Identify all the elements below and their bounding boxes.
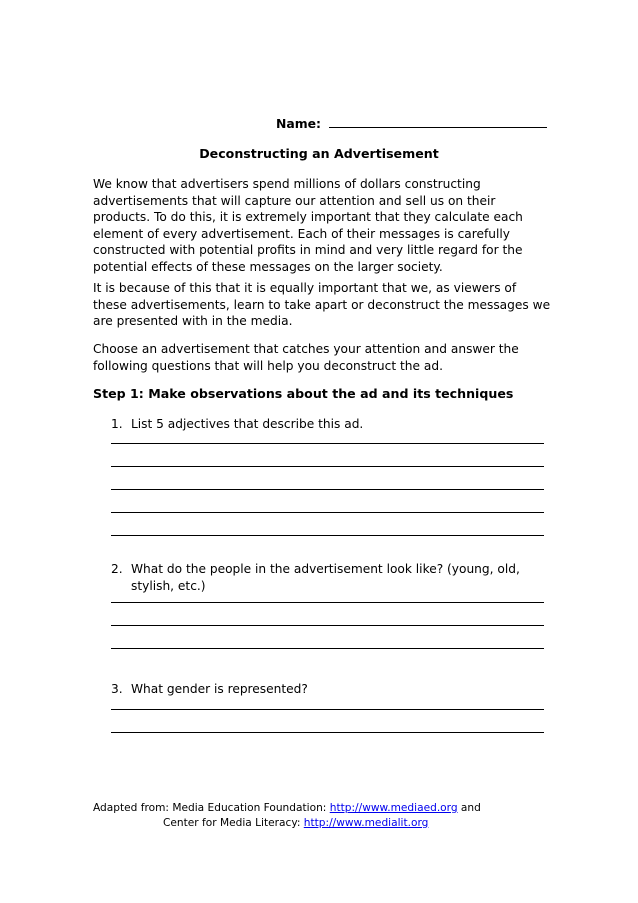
answer-line[interactable] (111, 709, 544, 710)
answer-line[interactable] (111, 602, 544, 603)
footer-text: Adapted from: Media Education Foundation: (93, 802, 330, 814)
name-label: Name: (276, 116, 322, 131)
instructions-paragraph: Choose an advertisement that catches your attention and answer the following questions that will help you deconstruct the ad. (93, 342, 519, 373)
answer-line[interactable] (111, 625, 544, 626)
page-title: Deconstructing an Advertisement (199, 146, 439, 161)
mediaed-link[interactable]: http://www.mediaed.org (329, 802, 458, 814)
question-2 (111, 561, 541, 594)
question-3 (111, 681, 541, 698)
footer-line2 (93, 816, 481, 831)
answer-line[interactable] (111, 648, 544, 649)
answer-line[interactable] (111, 466, 544, 467)
name-blank-line[interactable] (329, 115, 547, 128)
answer-line[interactable] (111, 512, 544, 513)
intro-paragraph: We know that advertisers spend millions of dollars constructing advertisements that will capture our attention and sell us on their products. To do this, it is extremely important that they calculate each element of every advertisement. Each of their messages is carefully constructed with potential profits in mind and very little regard for the potential effects of these messages on the larger society. (93, 177, 523, 274)
question-text: What gender is represented? (131, 682, 308, 696)
answer-line[interactable] (111, 732, 544, 733)
footer-text: and (457, 802, 481, 814)
answer-line[interactable] (111, 489, 544, 490)
question-1 (111, 416, 541, 433)
importance-paragraph: It is because of this that it is equally important that we, as viewers of these advertisements, learn to take apart or deconstruct the messages we are presented with in the media. (93, 281, 551, 329)
answer-line[interactable] (111, 535, 544, 536)
question-number: 2. (111, 562, 123, 576)
question-text: What do the people in the advertisement look like? (young, old, stylish, etc.) (131, 562, 520, 593)
name-field-row (276, 115, 547, 132)
footer-text: Center for Media Literacy: (163, 817, 304, 829)
footer-line1 (93, 802, 481, 814)
question-number: 1. (111, 417, 123, 431)
step-heading: Step 1: Make observations about the ad and its techniques (93, 386, 514, 401)
question-number: 3. (111, 682, 123, 696)
attribution-footer (93, 801, 481, 831)
answer-line[interactable] (111, 443, 544, 444)
question-text: List 5 adjectives that describe this ad. (131, 417, 364, 431)
medialit-link[interactable]: http://www.medialit.org (303, 817, 429, 829)
